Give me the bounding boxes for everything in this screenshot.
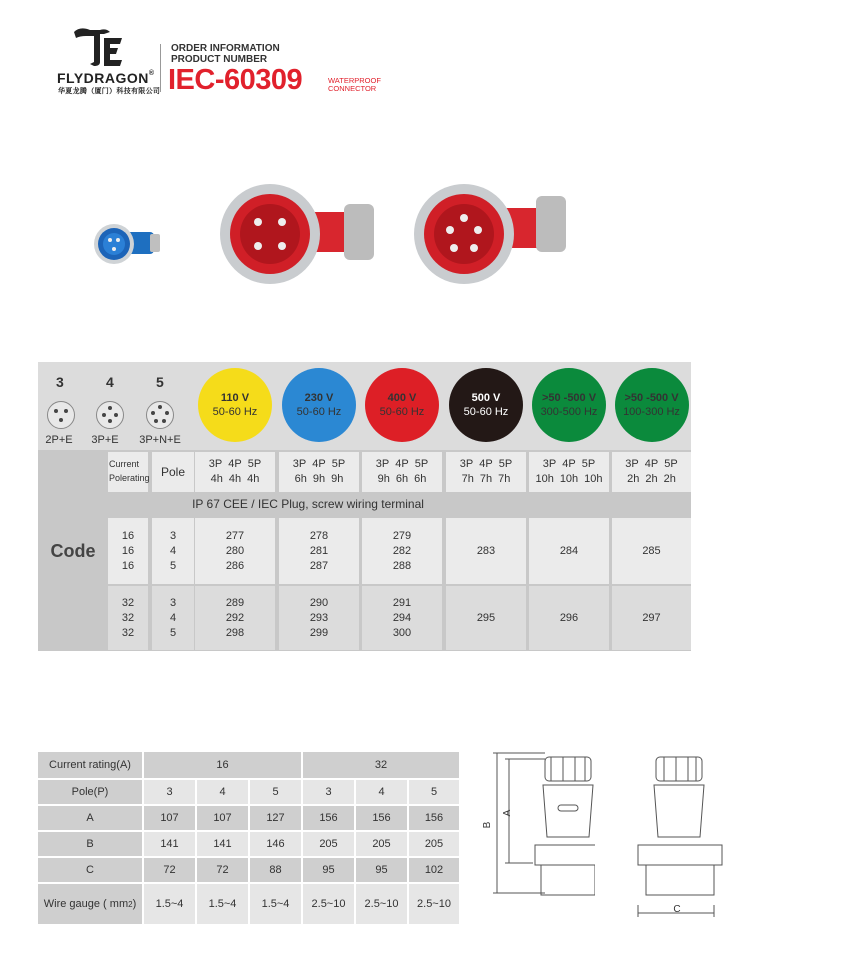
clock-hour: 6h (414, 473, 427, 485)
header-divider (160, 44, 161, 92)
pin-count-3: 3 (56, 374, 64, 390)
standard-title: IEC-60309 (168, 64, 303, 96)
clock-hour: 9h (331, 473, 344, 485)
product-code-cell-value: 296 (559, 611, 579, 624)
pole-cell (152, 518, 194, 584)
dim-value-cell: 2.5~10 (409, 884, 459, 924)
connector-label: CONNECTOR (328, 84, 377, 93)
current-cell-value: 32 (121, 596, 135, 609)
pole-cell-value: 5 (169, 626, 177, 639)
voltage-dot-2 (282, 368, 356, 442)
clock-hour: 9h (377, 473, 390, 485)
dim-value-cell: 88 (250, 858, 301, 882)
pin-label-2p-e: 2P+E (45, 434, 73, 446)
pole-hours-cell (195, 452, 275, 492)
product-code-cell (612, 586, 691, 650)
clock-hour: 9h (312, 473, 326, 485)
dim-row-label-text: A (86, 812, 94, 824)
dim-value-cell: 5 (250, 780, 301, 804)
dim-value-cell: 72 (197, 858, 248, 882)
clock-hour: 4h (210, 473, 223, 485)
dimension-b-label: B (481, 821, 493, 829)
product-code-cell-value: 281 (309, 544, 329, 557)
pole-hours-cell (529, 452, 609, 492)
dim-value-cell: 95 (356, 858, 407, 882)
dim-value-cell: 127 (250, 806, 301, 830)
dim-value-cell: 2.5~10 (303, 884, 354, 924)
dim-value-cell: 1.5~4 (197, 884, 248, 924)
pole-types-row (457, 457, 515, 472)
socket-3-pin-icon (47, 401, 75, 429)
dim-value-cell: 95 (303, 858, 354, 882)
pole-type: 4P (644, 458, 659, 470)
current-cell-value: 32 (121, 626, 135, 639)
socket-5-pin-icon (146, 401, 174, 429)
clock-hours-row (375, 472, 430, 487)
product-code-cell-value: 292 (225, 611, 245, 624)
voltage-value: 110 V (220, 392, 250, 404)
pole-type: 3P (292, 458, 307, 470)
pin-label-3p-n-e: 3P+N+E (139, 434, 181, 446)
dim-row-label-text: C (86, 864, 94, 876)
frequency-value: 50-60 Hz (212, 406, 258, 418)
pole-type: 4P (479, 458, 493, 470)
pole-label: Pole (160, 465, 186, 479)
current-cell-value: 16 (121, 544, 135, 557)
clock-hour: 4h (228, 473, 242, 485)
dim-value-cell: 2.5~10 (356, 884, 407, 924)
product-code-cell-value: 288 (392, 559, 412, 572)
product-code-cell-value: 291 (392, 596, 412, 609)
dim-row-label (38, 780, 142, 804)
product-code-cell-value: 295 (476, 611, 496, 624)
clock-hour: 7h (479, 473, 493, 485)
product-code-cell (195, 518, 275, 584)
clock-hours-row (292, 472, 347, 487)
dim-row-label (38, 884, 142, 924)
product-code-cell-value: 294 (392, 611, 412, 624)
dim-row-label (38, 858, 142, 882)
product-code-cell-value: 284 (559, 544, 579, 557)
product-code-cell-value: 278 (309, 529, 329, 542)
red-plug-4p-image (218, 182, 383, 296)
dim-row-label-text: B (86, 838, 94, 850)
product-code-cell (362, 586, 442, 650)
pole-type: 5P (247, 458, 262, 470)
dim-row-label-text: Current rating(A) (49, 759, 131, 771)
dim-row-label-text: Pole(P) (71, 786, 109, 798)
red-plug-5p-image (410, 180, 575, 292)
pole-type: 5P (664, 458, 678, 470)
product-number-heading: PRODUCT NUMBER (171, 54, 268, 65)
dim-value-cell: 4 (356, 780, 407, 804)
product-code-cell-value: 279 (392, 529, 412, 542)
voltage-value: 500 V (471, 392, 501, 404)
pole-type: 3P (375, 458, 390, 470)
current-cell (108, 518, 148, 584)
order-information-heading: ORDER INFORMATION (171, 43, 280, 54)
pole-types-row (373, 457, 431, 472)
pole-type: 5P (414, 458, 429, 470)
voltage-dot-4 (449, 368, 523, 442)
dim-value-cell: 156 (409, 806, 459, 830)
pole-type: 3P (459, 458, 474, 470)
dim-value-cell: 107 (197, 806, 248, 830)
pole-types-row (540, 457, 598, 472)
dimension-a-label: A (501, 809, 513, 817)
dim-value-cell: 72 (144, 858, 195, 882)
dim-value-cell: 146 (250, 832, 301, 856)
product-code-cell (362, 518, 442, 584)
pole-types-row (290, 457, 348, 472)
product-code-cell (446, 518, 526, 584)
clock-hour: 6h (395, 473, 409, 485)
dim-value-cell: 1.5~4 (250, 884, 301, 924)
current-cell-value: 16 (121, 529, 135, 542)
pole-type: 4P (312, 458, 326, 470)
dim-value-cell: 4 (197, 780, 248, 804)
dim-value-cell: 5 (409, 780, 459, 804)
pole-type: 5P (498, 458, 513, 470)
clock-hour: 10h (559, 473, 579, 485)
pole-cell-value: 3 (169, 596, 177, 609)
pole-hours-cell (362, 452, 442, 492)
current-label: Current (109, 459, 140, 469)
dim-value-cell: 156 (303, 806, 354, 830)
voltage-value: >50 -500 V (541, 392, 597, 404)
pole-hours-cell (279, 452, 359, 492)
pole-cell-value: 4 (169, 544, 177, 557)
product-code-cell (195, 586, 275, 650)
current-cell-value: 16 (121, 559, 135, 572)
product-code-cell-value: 299 (309, 626, 329, 639)
pin-count-4: 4 (106, 374, 114, 390)
pole-type: 4P (228, 458, 242, 470)
product-code-cell-value: 287 (309, 559, 329, 572)
pole-type: 4P (395, 458, 409, 470)
dim-value-cell: 102 (409, 858, 459, 882)
side-dimension-drawing (485, 745, 595, 915)
clock-hours-row (208, 472, 263, 487)
pole-type: 5P (331, 458, 346, 470)
clock-hour: 10h (584, 473, 603, 485)
product-code-cell-value: 282 (392, 544, 412, 557)
current-rating-cell: 16 (144, 752, 301, 778)
product-code-cell (279, 586, 359, 650)
voltage-value: >50 -500 V (624, 392, 679, 404)
frequency-value: 50-60 Hz (296, 406, 342, 418)
product-code-cell-value: 283 (476, 544, 496, 557)
dim-row-label-text: Wire gauge ( mm (43, 898, 129, 910)
dim-value-cell: 3 (303, 780, 354, 804)
product-code-cell-value: 297 (642, 611, 661, 624)
clock-hour: 2h (663, 473, 676, 485)
product-code-cell-value: 293 (309, 611, 329, 624)
product-code-cell-value: 280 (225, 544, 245, 557)
frequency-value: 300-500 Hz (540, 406, 598, 418)
clock-hour: 2h (645, 473, 658, 485)
pin-label-3p-e: 3P+E (91, 434, 119, 446)
product-code-cell-value: 298 (225, 626, 245, 639)
current-cell (108, 586, 148, 650)
dim-row-label (38, 752, 142, 778)
pole-cell-value: 3 (169, 529, 177, 542)
dim-value-cell: 1.5~4 (144, 884, 195, 924)
pole-type: 4P (562, 458, 576, 470)
product-code-cell (279, 518, 359, 584)
product-code-cell-value: 285 (642, 544, 661, 557)
clock-hour: 2h (627, 473, 640, 485)
dim-value-cell: 141 (197, 832, 248, 856)
description-text: IP 67 CEE / IEC Plug, screw wiring terminal (192, 497, 424, 511)
dim-row-label-end: ) (132, 898, 137, 910)
pole-types-row (206, 457, 264, 472)
pole-type: 3P (542, 458, 557, 470)
front-dimension-drawing (630, 745, 730, 920)
pole-cell-value: 4 (169, 611, 177, 624)
product-code-cell-value: 290 (309, 596, 329, 609)
product-code-cell-value: 300 (392, 626, 412, 639)
product-code-cell-value: 289 (225, 596, 245, 609)
product-code-cell (529, 586, 609, 650)
product-code-cell-value: 277 (225, 529, 245, 542)
clock-hour: 7h (461, 473, 474, 485)
dim-value-cell: 156 (356, 806, 407, 830)
pole-types-row (622, 457, 680, 472)
dim-row-label (38, 806, 142, 830)
voltage-value: 400 V (387, 392, 417, 404)
voltage-dot-6 (615, 368, 689, 442)
current-cell-value: 32 (121, 611, 135, 624)
product-code-cell (529, 518, 609, 584)
pin-count-5: 5 (156, 374, 164, 390)
voltage-dot-1 (198, 368, 272, 442)
socket-4-pin-icon (96, 401, 124, 429)
voltage-dot-5 (532, 368, 606, 442)
brand-name: FLYDRAGON® (57, 70, 155, 86)
current-rating-cell: 32 (303, 752, 459, 778)
pole-cell (152, 586, 194, 650)
blue-plug-image (90, 218, 170, 274)
clock-hour: 7h (498, 473, 511, 485)
dim-value-cell: 205 (409, 832, 459, 856)
voltage-value: 230 V (304, 392, 334, 404)
frequency-value: 50-60 Hz (463, 406, 509, 418)
polerating-label: Polerating (109, 473, 150, 483)
dim-value-cell: 3 (144, 780, 195, 804)
pole-type: 3P (208, 458, 223, 470)
frequency-value: 50-60 Hz (379, 406, 425, 418)
brand-subtitle: 华夏龙腾（厦门）科技有限公司 (58, 88, 161, 95)
dim-row-label (38, 832, 142, 856)
product-code-cell (446, 586, 526, 650)
pole-hours-cell (612, 452, 691, 492)
dim-value-cell: 107 (144, 806, 195, 830)
dim-value-cell: 141 (144, 832, 195, 856)
pole-hours-cell (446, 452, 526, 492)
waterproof-label: WATERPROOF (328, 76, 381, 85)
dim-value-cell: 205 (356, 832, 407, 856)
dimension-c-label: C (673, 903, 681, 915)
clock-hour: 10h (535, 473, 554, 485)
pole-type: 3P (625, 458, 639, 470)
flydragon-logo-icon (70, 24, 126, 68)
clock-hours-row (624, 472, 679, 487)
clock-hours-row (459, 472, 514, 487)
dim-row-label-sup: 2 (128, 899, 133, 909)
clock-hour: 4h (247, 473, 260, 485)
clock-hour: 6h (294, 473, 307, 485)
frequency-value: 100-300 Hz (623, 406, 680, 418)
code-label: Code (50, 541, 96, 561)
product-code-cell (612, 518, 691, 584)
pole-type: 5P (581, 458, 596, 470)
product-code-cell-value: 286 (225, 559, 245, 572)
voltage-dot-3 (365, 368, 439, 442)
dim-value-cell: 205 (303, 832, 354, 856)
pole-cell-value: 5 (169, 559, 177, 572)
clock-hours-row (532, 472, 605, 487)
